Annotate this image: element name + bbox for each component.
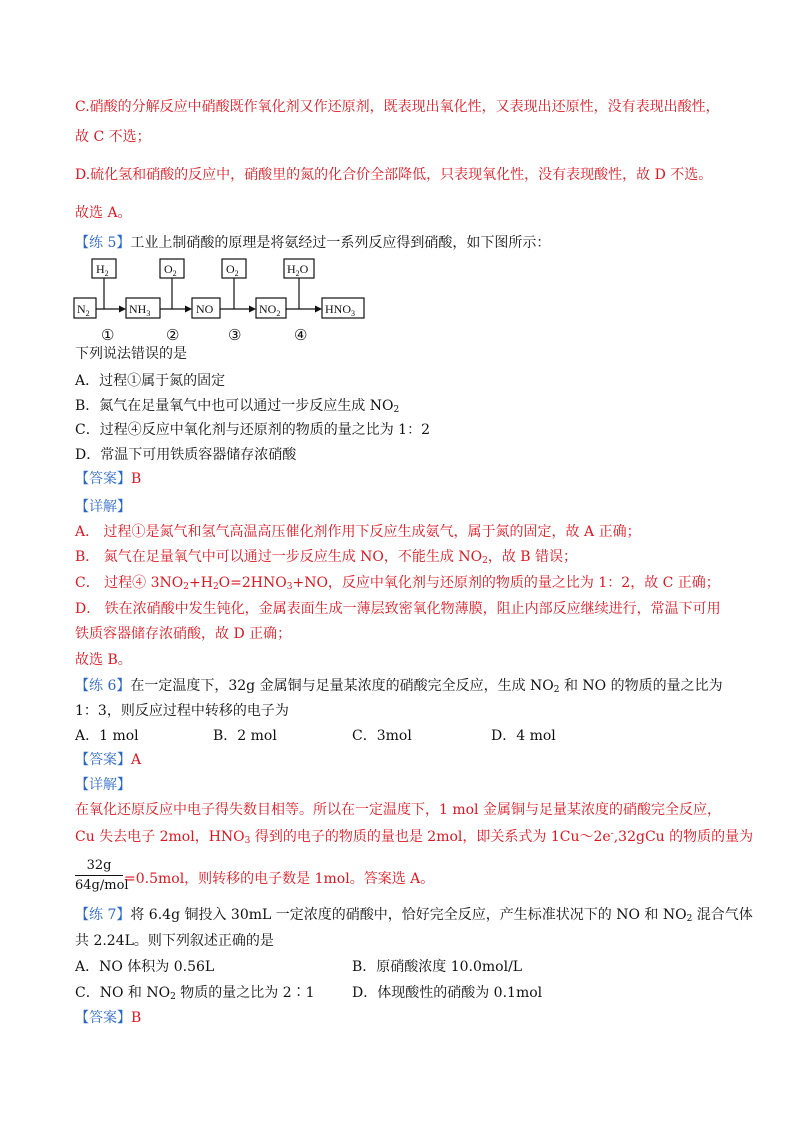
fraction-denominator: 64g/mol (75, 878, 129, 893)
exercise-5-explanation-c: C． 过程④ $3NO_2+H_2O=2HNO_3+NO$，反应中氧化剂与还原剂的物质的量之比为 1：2，故 C 正确； (75, 575, 720, 592)
answer-tag: 【答案】 (75, 1010, 131, 1026)
ex7-opt-c2: 物质的量之比为 2∶1 (175, 985, 315, 1001)
exercise-5-question (75, 233, 550, 253)
nitric-acid-process-diagram (72, 256, 372, 346)
exp-c-part4: +NO，反应中氧化剂与还原剂的物质的量之比为 1：2，故 C 正确； (292, 575, 720, 591)
exercise-7-option-c: C．NO 和 $NO_2$ 物质的量之比为 2∶1 (75, 985, 315, 1002)
exercise-5-option-c: C．过程④反应中氧化剂与还原剂的物质的量之比为 1：2 (75, 422, 430, 438)
exercise-5-option-b: B．氮气在足量氧气中也可以通过一步反应生成 $NO_2$ (75, 398, 400, 415)
exercise-5-answer (75, 469, 141, 489)
fraction-numerator: 32g (86, 858, 112, 873)
answer-tag: 【答案】 (75, 471, 131, 487)
exercise-5-option-a: A．过程①属于氮的固定 (75, 373, 226, 389)
reactant-o2-second: $O_2$ (226, 262, 239, 278)
species-nh3: $NH_3$ (129, 302, 151, 318)
exercise-5-prompt: 下列说法错误的是 (75, 346, 187, 362)
exp-c-part2: +H (188, 575, 213, 591)
exercise-7-option-a: A．NO 体积为 0.56L (75, 959, 215, 975)
answer-value: B (131, 471, 142, 487)
explanation-c-line1: C.硝酸的分解反应中硝酸既作氧化剂又作还原剂，既表现出氧化性，又表现出还原性，没有表现出酸性， (75, 99, 720, 115)
exercise-6-tag: 【练 6】 (75, 678, 131, 694)
exercise-7-option-d: D．体现酸性的硝酸为 0.1mol (352, 985, 543, 1001)
exercise-5-option-d: D．常温下可用铁质容器储存浓硝酸 (75, 447, 297, 463)
exercise-6-explanation-line3: =0.5mol，则转移的电子数是 1mol。答案选 A。 (124, 871, 435, 887)
exercise-6-question-line1: 【练 6】在一定温度下，32g 金属铜与足量某浓度的硝酸完全反应，生成 $NO_2$ 和 NO 的物质的量之比为 (75, 678, 723, 695)
ex7-q1a: 将 6.4g 铜投入 30mL 一定浓度的硝酸中，恰好完全反应，产生标准状况下的 NO 和 NO (130, 907, 687, 923)
reactant-h2: $H_2$ (96, 262, 109, 278)
exercise-7-tag: 【练 7】 (75, 907, 131, 923)
exercise-6-detail-tag: 【详解】 (75, 777, 131, 793)
exercise-7-option-b: B．原硝酸浓度 10.0mol/L (352, 959, 523, 975)
option-b-text: B．氮气在足量氧气中也可以通过一步反应生成 NO (75, 398, 394, 414)
step-2-label: ② (166, 328, 180, 344)
answer-tag: 【答案】 (75, 752, 131, 768)
exercise-5-explanation-d1: D． 铁在浓硝酸中发生钝化，金属表面生成一薄层致密氧化物薄膜，阻止内部反应继续进行，常温下可用 (75, 601, 721, 617)
exercise-6-option-d: D．4 mol (491, 728, 556, 744)
species-hno3: $HNO_3$ (325, 302, 355, 318)
exp-b-part2: ，故 B 错误； (487, 549, 578, 565)
reactant-o2-first: $O_2$ (164, 262, 177, 278)
ex6-q1b: 和 NO 的物质的量之比为 (559, 678, 723, 694)
exercise-5-tag: 【练 5】 (75, 235, 131, 251)
species-no: NO (196, 302, 214, 316)
exercise-6-option-a: A．1 mol (75, 728, 139, 744)
fraction-32g-over-64gmol (75, 858, 129, 893)
exp-b-part1: B． 氮气在足量氧气中可以通过一步反应生成 NO，不能生成 NO (75, 549, 483, 565)
exercise-6-option-c: C．3mol (352, 728, 412, 744)
step-3-label: ③ (228, 328, 242, 344)
ex6-exp2a: Cu 失去电子 2mol，HNO (75, 829, 245, 845)
ex7-opt-c1: C．NO 和 NO (75, 985, 171, 1001)
exercise-5-detail-tag: 【详解】 (75, 499, 131, 515)
ex6-exp2c: ,32gCu 的物质的量为 (613, 829, 754, 845)
ex6-exp2b: 得到的电子的物质的量也是 2mol，即关系式为 1Cu～2e (250, 829, 611, 845)
exercise-5-explanation-d2: 铁质容器储存浓硝酸，故 D 正确； (75, 626, 292, 642)
exp-c-part3: O=2HNO (218, 575, 287, 591)
exercise-6-option-b: B．2 mol (213, 728, 277, 744)
reactant-h2o: $H_2O$ (287, 262, 309, 278)
conclusion-a: 故选 A。 (75, 205, 132, 221)
exp-c-part1: C． 过程④ 3NO (75, 575, 184, 591)
explanation-c-line2: 故 C 不选； (75, 129, 151, 145)
ex6-q1a: 在一定温度下，32g 金属铜与足量某浓度的硝酸完全反应，生成 NO (130, 678, 554, 694)
exercise-7-answer (75, 1008, 141, 1028)
exercise-6-explanation-line2: Cu 失去电子 2mol，$HNO_3$ 得到的电子的物质的量也是 2mol，即关系式为 1Cu～2e-,32gCu 的物质的量为 (75, 829, 754, 846)
exercise-5-explanation-a: A． 过程①是氮气和氢气高温高压催化剂作用下反应生成氨气，属于氮的固定，故 A 正确； (75, 524, 641, 540)
step-1-label: ① (101, 328, 115, 344)
species-no2: $NO_2$ (259, 302, 281, 318)
explanation-d: D.硫化氢和硝酸的反应中，硝酸里的氮的化合价全部降低，只表现氧化性，没有表现酸性，故 D 不选。 (75, 167, 713, 183)
exercise-5-explanation-b: B． 氮气在足量氧气中可以通过一步反应生成 NO，不能生成 $NO_2$，故 B 错误； (75, 549, 578, 566)
exercise-5-conclusion: 故选 B。 (75, 652, 132, 668)
species-n2: $N_2$ (77, 302, 90, 318)
answer-value: A (131, 752, 142, 768)
exercise-6-question-line2: 1：3，则反应过程中转移的电子为 (75, 703, 289, 719)
exercise-6-answer (75, 750, 141, 770)
exercise-6-explanation-line1: 在氧化还原反应中电子得失数目相等。所以在一定温度下，1 mol 金属铜与足量某浓度的硝酸完全反应， (75, 802, 721, 818)
ex7-q1b: 混合气体 (692, 907, 753, 923)
exercise-7-question-line2: 共 2.24L。则下列叙述正确的是 (75, 933, 274, 949)
answer-value: B (131, 1010, 142, 1026)
exercise-5-text: 工业上制硝酸的原理是将氨经过一系列反应得到硝酸，如下图所示： (130, 235, 551, 251)
exercise-7-question-line1: 【练 7】将 6.4g 铜投入 30mL 一定浓度的硝酸中，恰好完全反应，产生标准状况下的 NO 和 $NO_2$ 混合气体 (75, 907, 753, 924)
step-4-label: ④ (294, 328, 308, 344)
